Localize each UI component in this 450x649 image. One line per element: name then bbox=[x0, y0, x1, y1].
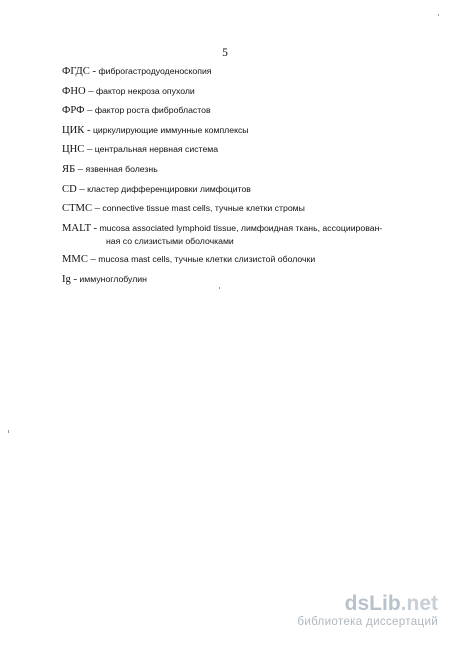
abbreviation-definition-continuation: ная со слизистыми оболочками bbox=[106, 235, 234, 246]
abbreviation-definition: язвенная болезнь bbox=[83, 163, 158, 174]
scan-speck bbox=[8, 430, 9, 433]
watermark-tagline: библиотека диссертаций bbox=[297, 615, 438, 628]
abbreviation-definition: кластер дифференцировки лимфоцитов bbox=[84, 183, 251, 194]
scan-speck bbox=[438, 14, 439, 16]
abbreviation-term: MMC – bbox=[62, 254, 96, 266]
abbreviation-term: CD – bbox=[62, 183, 85, 195]
abbreviation-definition: центральная нервная система bbox=[92, 144, 219, 155]
abbreviation-entry bbox=[62, 104, 417, 117]
dslib-watermark bbox=[297, 593, 438, 629]
abbreviation-definition: connective tissue mast cells, тучные клетки стромы bbox=[99, 203, 305, 214]
abbreviation-term: ЯБ – bbox=[62, 163, 84, 175]
abbreviation-definition: mucosa associated lymphoid tissue, лимфоидная ткань, ассоциирован- bbox=[97, 222, 383, 233]
abbreviation-term: ЦИК - bbox=[62, 124, 91, 136]
abbreviation-term: ЦНС – bbox=[62, 144, 93, 156]
abbreviation-definition: циркулирующие иммунные комплексы bbox=[90, 124, 249, 135]
page-number: 5 bbox=[222, 47, 228, 59]
abbreviation-entry bbox=[62, 253, 417, 266]
abbreviation-definition: фактор роста фибробластов bbox=[92, 105, 211, 116]
scan-speck bbox=[219, 287, 220, 289]
abbreviation-term: CTMC – bbox=[62, 203, 100, 215]
abbreviation-definition: фактор некроза опухоли bbox=[93, 85, 195, 96]
abbreviation-term: ФРФ – bbox=[62, 105, 93, 117]
abbreviation-definition: mucosa mast cells, тучные клетки слизистой оболочки bbox=[95, 254, 316, 265]
abbreviation-term: Ig - bbox=[62, 273, 78, 285]
abbreviation-entry bbox=[62, 143, 417, 156]
watermark-logo bbox=[297, 593, 438, 615]
abbreviation-entry bbox=[62, 124, 417, 137]
abbreviation-entry bbox=[62, 163, 417, 176]
abbreviation-entry bbox=[62, 273, 417, 286]
abbreviation-list bbox=[62, 65, 417, 293]
abbreviation-definition: иммуноглобулин bbox=[77, 273, 147, 284]
abbreviation-entry bbox=[62, 183, 417, 196]
abbreviation-term: MALT - bbox=[62, 222, 98, 234]
abbreviation-entry bbox=[62, 85, 417, 98]
abbreviation-entry bbox=[62, 222, 417, 247]
abbreviation-entry bbox=[62, 65, 417, 78]
watermark-logo-main: dsLib bbox=[344, 592, 401, 615]
abbreviation-term: ФНО – bbox=[62, 85, 94, 97]
abbreviation-definition: фиброгастродуоденоскопия bbox=[96, 66, 212, 76]
watermark-logo-suffix: .net bbox=[400, 592, 438, 615]
abbreviation-term: ФГДС - bbox=[62, 66, 97, 77]
abbreviation-entry bbox=[62, 202, 417, 215]
